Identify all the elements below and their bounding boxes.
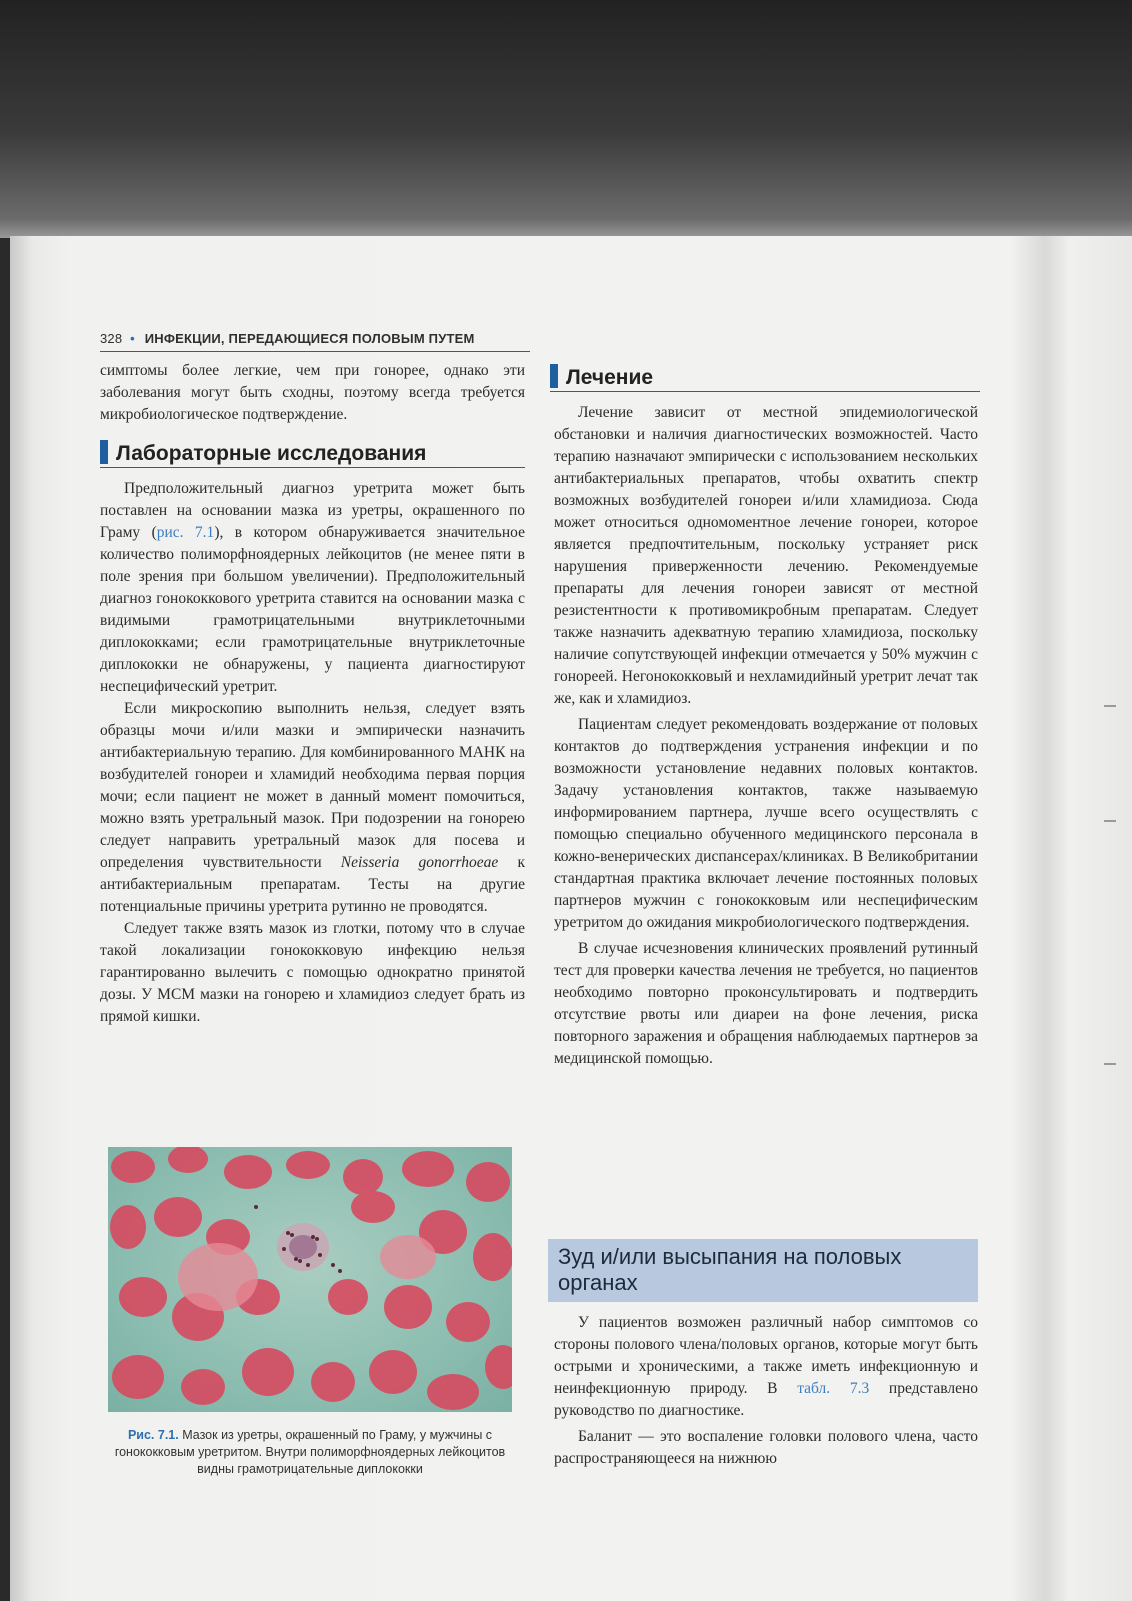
heading-bar <box>100 440 108 464</box>
gutter-mark <box>1104 705 1116 707</box>
gutter-mark <box>1104 1063 1116 1065</box>
left-intro-text <box>100 360 525 426</box>
p1-text-end: ), в котором обнаруживается значительное количество полиморфноядерных лейкоцитов (не менее пяти в поле зрения при большом увеличении). Предположительный диагноз гонококкового уретрита ставится на основании мазка с видимыми грамотрицательными внутриклеточными диплококками; если грамотрицательные внутриклеточные диплококки не обнаружены, у пациента диагностируют неспецифический уретрит. <box>100 524 525 695</box>
heading-bar <box>550 364 558 388</box>
gram-stain-micrograph <box>108 1147 512 1412</box>
organism-name: Neisseria gonorrhoeae <box>340 854 499 871</box>
heading-rule <box>100 467 525 468</box>
p4-text-end: представлено руководство по диагностике. <box>554 1380 978 1419</box>
heading-rule <box>550 391 980 392</box>
itch-paragraph-1 <box>554 1312 978 1422</box>
p2-text: Если микроскопию выполнить нельзя, следует взять образцы мочи и/или мазки и эмпирически назначить антибактериальную терапию. Для комбинированного МАНК на возбудителей гонореи и хламидий необходима первая порция мочи; если пациент не может в данный момент помочиться, можно взять уретральный мазок. При подозрении на гонорею следует направить уретральный мазок для посева и определения чувствительности <box>100 700 525 871</box>
itch-text <box>554 1312 978 1470</box>
p2-text-end: к антибактериальным препаратам. Тесты на другие потенциальные причины уретрита рутинно не проводятся. <box>100 854 525 915</box>
figure-link[interactable]: рис. 7.1 <box>156 524 215 541</box>
itch-paragraph-2: Баланит — это воспаление головки полового члена, часто распространяющееся на нижнюю <box>554 1428 978 1467</box>
figure-label: Рис. 7.1. <box>127 1428 179 1442</box>
figure-caption-text: Мазок из уретры, окрашенный по Граму, у мужчины с гонококковым уретритом. Внутри полиморфноядерных лейкоцитов видны грамотрицательные диплококки <box>114 1428 506 1476</box>
page-number: 328 <box>100 331 123 346</box>
itch-heading: Зуд и/или высыпания на половых органах <box>558 1244 902 1295</box>
lab-text <box>100 478 525 1028</box>
gutter-mark <box>1104 820 1116 822</box>
figure-caption <box>100 1427 520 1478</box>
running-title: ИНФЕКЦИИ, ПЕРЕДАЮЩИЕСЯ ПОЛОВЫМ ПУТЕМ <box>144 331 475 346</box>
treatment-heading <box>550 364 653 390</box>
scan-shadow <box>0 0 1132 238</box>
header-rule <box>100 351 530 352</box>
lab-paragraph-3: Следует также взять мазок из глотки, потому что в случае такой локализации гонококковую инфекцию нельзя гарантированно вылечить с помощью однократно принятой дозы. У МСМ мазки на гонорею и хламидиоз следует брать из прямой кишки. <box>100 920 525 1025</box>
p4-text: У пациентов возможен различный набор симптомов со стороны полового члена/половых органов, которые могут быть острыми и хроническими, а также иметь инфекционную и неинфекционную природу. В <box>554 1314 978 1397</box>
treatment-text <box>554 402 978 1070</box>
lab-paragraph-1 <box>100 478 525 698</box>
micrograph-image <box>108 1147 512 1412</box>
p1-text: Предположительный диагноз уретрита может быть поставлен на основании мазка из уретры, окрашенного по Граму ( <box>100 480 525 541</box>
treatment-paragraph-1: Лечение зависит от местной эпидемиологической обстановки и наличия диагностических возможностей. Часто терапию назначают эмпирически с использованием нескольких антибактериальных препаратов, чтобы охватить спектр возможных возбудителей гонореи и/или хламидиоза. Сюда может относиться одномоментное лечение гонореи, которое является предпочтительным, поскольку устраняет риск нарушения приверженности лечению. Рекомендуемые препараты для лечения гонореи зависят от местной резистентности к противомикробным препаратам. Следует также назначить адекватную терапию хламидиоза, поскольку наличие сопутствующей инфекции отмечается у 50% мужчин с гонореей. Негонококковый и нехламидийный уретрит лечат так же, как и хламидиоз. <box>554 404 978 707</box>
treatment-heading-text: Лечение <box>566 366 654 389</box>
running-header <box>100 331 475 346</box>
lab-paragraph-2 <box>100 698 525 918</box>
lab-heading <box>100 440 426 466</box>
treatment-paragraph-3: В случае исчезновения клинических проявлений рутинный тест для проверки качества лечения не требуется, но пациентов необходимо повторно проконсультировать и подтвердить отсутствие рвоты или диареи на фоне лечения, риска повторного заражения и обращения наблюдаемых партнеров за медицинской помощью. <box>554 940 978 1067</box>
lab-heading-text: Лабораторные исследования <box>116 442 427 465</box>
treatment-paragraph-2: Пациентам следует рекомендовать воздержание от половых контактов до подтверждения устранения инфекции и по возможности установление недавних половых контактов. Задачу установления контактов, также называемую информированием партнера, лучше всего осуществлять с помощью специально обученного медицинского персонала в кожно-венерических диспансерах/клиниках. В Великобритании стандартная практика включает лечение постоянных половых партнеров мужчин с гонококковым или неспецифическим уретритом до ожидания микробиологического подтверждения. <box>554 716 978 931</box>
intro-paragraph: симптомы более легкие, чем при гонорее, однако эти заболевания могут быть сходны, поэтому всегда требуется микробиологическое подтверждение. <box>100 362 525 423</box>
header-bullet: • <box>130 331 135 346</box>
table-link[interactable]: табл. 7.3 <box>797 1380 870 1397</box>
